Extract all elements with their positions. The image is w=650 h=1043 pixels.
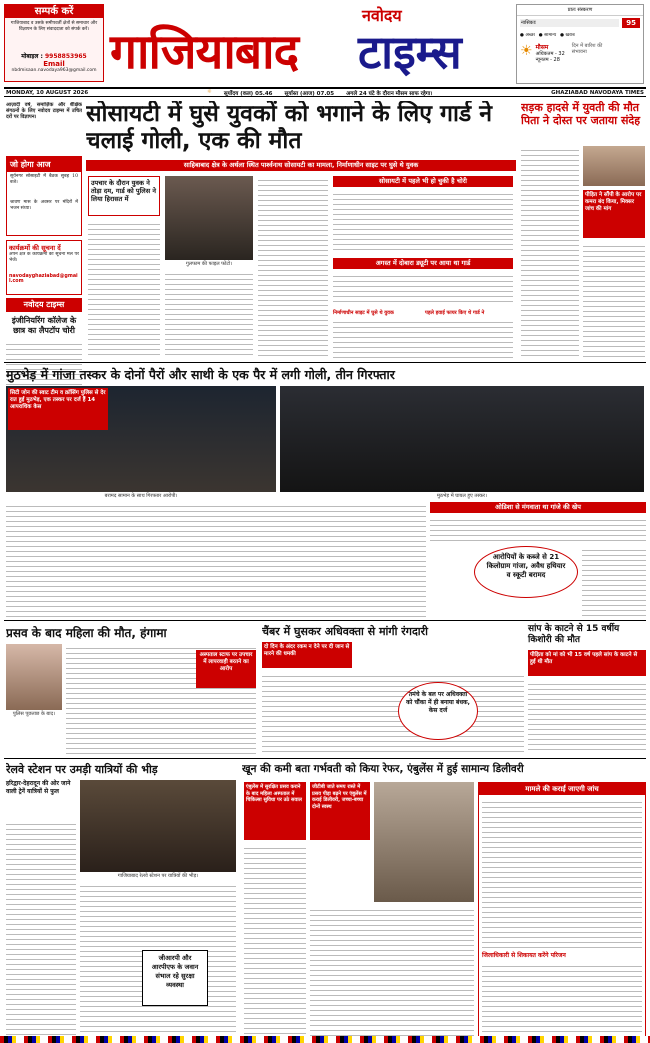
lead-headline: सोसायटी में घुसे युवकों को भगाने के लिए गार्ड ने चलाई गोली, एक की मौत: [86, 101, 492, 154]
today-title: जो होगा आज: [7, 157, 81, 172]
weather-label: मौसम: [535, 44, 549, 51]
encounter-seized: आरोपियों के कब्जे से 21 किलोग्राम गांजा, अवैध हथियार व स्कूटी बरामद: [474, 546, 578, 598]
delivery-inset: एंबुलेंस में सुरक्षित प्रसव कराने के बाद महिला अस्पताल में चिकित्सा सुविधा पर उठे सवाल: [244, 782, 306, 840]
promo-box: [4, 4, 104, 82]
lawyer-body: [262, 672, 524, 754]
encounter-headline: मुठभेड़ में गांजा तस्कर के दोनों पैरों और साथी के एक पैर में लगी गोली, तीन गिरफ्तार: [6, 367, 395, 382]
mobile-label: मोबाइल :: [21, 53, 43, 60]
encounter-caption-left: बरामद सामान के साथ गिरफ्तार आरोपी।: [104, 493, 178, 499]
snake-sub: पीड़िता को मां को भी 15 वर्ष पहले सांप के काटने से हुई थी मौत: [528, 650, 646, 676]
lead-strip1-body: [333, 190, 513, 254]
sun-icon: ☼: [206, 88, 212, 95]
weather-icon: ☀: [520, 43, 533, 59]
weather-max: अधिकतम - 32: [535, 51, 565, 57]
email-label: Email: [43, 60, 65, 68]
title-small: नवोदय: [362, 6, 402, 25]
badge-label: नासिकाः: [520, 19, 619, 27]
today-box: [6, 156, 82, 236]
badge-value: 95: [622, 18, 640, 28]
encounter-inset: सिटी जोन की स्वाट टीम व क्रॉसिंग पुलिस से देर रात हुई मुठभेड़, एक तस्कर पर दर्ज हैं 14 आपराधिक केस: [8, 388, 108, 430]
lead-strip1: सोसायटी में पहले भी हो चुकी है चोरी: [333, 176, 513, 187]
delivery-body-2: [310, 906, 474, 1038]
brand: GHAZIABAD NAVODAYA TIMES: [551, 89, 644, 96]
maternal-callout: अस्पताल स्टाफ पर उपचार में लापरवाही बरतने का आरोप: [196, 650, 256, 688]
right-callout: पीड़ित ने सौंपी के आरोप पर कमरा बंद किया, मिक्सर जांच की मांग: [583, 190, 645, 238]
lawyer-sub: दो दिन के अंदर रकम न देने पर दी जान से मारने की धमकी: [262, 642, 352, 668]
left-story-headline: इंजीनियरिंग कॉलेज के छात्र का लैपटॉप चोरी: [11, 316, 77, 335]
right-body-2: [583, 242, 645, 358]
railway-body: [6, 820, 76, 1038]
promo-title: सम्पर्क करें: [5, 5, 103, 18]
date: MONDAY, 10 AUGUST 2026: [6, 89, 89, 96]
encounter-body-3: [582, 546, 646, 617]
sunset: सूर्यास्त (आज) 07.05: [284, 90, 335, 97]
left-ad-text: आज़ादी वर्ष, समाज़िक और शैक्षिक संगठनों के लिए नवोदय टाइम्स में उचित दरों पर विज्ञापन।: [6, 102, 82, 120]
delivery-photo: [374, 782, 474, 902]
inquiry-box: [478, 782, 646, 1038]
encounter-photo-right: [280, 386, 644, 492]
railway-caption: गाजियाबाद रेलवे स्टेशन पर यात्रियों की भीड़।: [117, 873, 199, 879]
gr-box: जीआरपी और आरपीएफ के जवान संभाल रहे सुरक्षा व्यवस्था: [142, 950, 208, 1006]
inquiry-body-2: [482, 962, 642, 1032]
edition-panel: [516, 4, 644, 84]
inquiry-sub: जिलाधिकारी से शिकायत करेंगे परिजन: [482, 952, 566, 959]
lead-subhead: साहिबाबाद क्षेत्र के अर्थला स्थित पार्श्वनाथ सोसायटी का मामला, निर्माणाधीन साइट पर घुसे थे युवक: [86, 160, 516, 171]
mobile-number: 9958853965: [44, 53, 87, 60]
encounter-caption-right: मुठभेड़ में घायल हुए तस्कर।: [437, 493, 487, 499]
title-paper: टाइम्स: [358, 25, 462, 79]
radio-icon: ● खराब: [560, 33, 575, 38]
railway-photo: [80, 780, 236, 872]
lead-quote-body: [333, 318, 513, 358]
divider: [4, 620, 646, 621]
lawyer-headline: चैंबर में घुसकर अधिवक्ता से मांगी रंगदारी: [262, 625, 428, 638]
delivery-inset2: जीटीबी जाते समय रास्ते में प्रसव पीड़ा बढ़ने पर एंबुलेंस में कराई डिलीवरी, जच्चा-बच्चा दोनों स्वस्थ: [310, 782, 370, 840]
encounter-body-1: [6, 502, 426, 617]
promo-text: गाजियाबाद व उसके समीपवर्ती क्षेत्रों से समाचार और विज्ञापन के लिए संवाददाता को संपर्क करें।: [10, 21, 98, 32]
inquiry-body: [482, 798, 642, 948]
lead-body-1: [88, 220, 160, 358]
right-headline: सड़क हादसे में युवती की मौत पिता ने दोस्त पर जताया संदेह: [521, 101, 641, 127]
divider: [4, 758, 646, 759]
radio-icon: ● अच्छा: [520, 33, 535, 38]
maternal-headline: प्रसव के बाद महिला की मौत, हंगामा: [6, 626, 167, 640]
maternal-photo: [6, 644, 62, 710]
lead-body-2: [165, 270, 253, 358]
lawyer-bubble: तमंचे के बल पर अधिवक्ता को चौंका में ही बनाया बंधक, केस दर्ज: [398, 682, 478, 740]
encounter-body-2: [430, 516, 646, 542]
right-body-1: [521, 146, 579, 358]
notice-email[interactable]: navodayghaziabad@gmail.com: [9, 274, 78, 284]
lead-box1: उपचार के दौरान युवक ने तोड़ा दम, गार्ड को पुलिस ने लिया हिरासत में: [88, 176, 160, 216]
lead-photo: [165, 176, 253, 260]
lead-strip2: अगस्त में दोबारा ड्यूटी पर आया था गार्ड: [333, 258, 513, 269]
sunrise: सूर्योदय (कल) 05.46: [223, 90, 273, 97]
delivery-headline: खून की कमी बता गर्भवती को किया रेफर, एंबुलेंस में हुई सामान्य डिलीवरी: [242, 763, 524, 775]
delivery-body-1: [244, 844, 306, 1038]
masthead-title: [108, 2, 508, 86]
lead-quote1: निर्माणाधीन साइट में घुसे थे युवक: [333, 310, 394, 316]
radio-icon: ● सामान्य: [538, 33, 557, 38]
title-city: गाजियाबाद: [110, 24, 299, 80]
edition-label: प्रातः संस्करण: [517, 5, 643, 16]
snake-headline: सांप के काटने से 15 वर्षीय किशोरी की मौत: [528, 624, 620, 645]
lead-strip2-body: [333, 272, 513, 306]
divider: [4, 362, 646, 363]
railway-headline: रेलवे स्टेशन पर उमड़ी यात्रियों की भीड़: [6, 763, 158, 776]
railway-sub: हरिद्वार-देहरादून की ओर जाने वाली ट्रेनें यात्रियों से फुल: [6, 780, 71, 795]
today-item: सूर्यनगर सोसाइटी में बैठक सुबह 10 बजे।: [10, 174, 78, 185]
tagline: अगले 24 घंटे के दौरान मौसम साफ रहेगा।: [346, 90, 433, 97]
weather-note: दिन में बारिश की संभावना: [571, 43, 603, 55]
inquiry-title: मामले की कराई जाएगी जांच: [479, 783, 645, 795]
notice-box: [6, 240, 82, 295]
right-photo: [583, 146, 645, 186]
left-logo: नवोदय टाइम्स: [6, 298, 82, 312]
registration-mark-icon: [0, 1036, 650, 1043]
email-address[interactable]: nbdmisaan.navodaya963@gmail.com: [11, 68, 97, 73]
maternal-photo-caption: पुलिस पूछताछ के बाद।: [12, 711, 56, 717]
snake-body: [528, 680, 646, 754]
weather-min: न्यूनतम - 28: [535, 57, 560, 63]
lead-photo-caption: गुलफाम की फाइल फोटो।: [185, 261, 233, 267]
notice-title: कार्यक्रमों की सूचना दें: [9, 244, 61, 252]
lead-quote2: पहले हवाई फायर किए थे गार्ड ने: [425, 310, 485, 316]
lead-body-3: [258, 176, 328, 358]
dateline: [4, 87, 646, 97]
today-item: श्रावण मास के अवसर पर मंदिरों में भजन संध्या।: [10, 200, 78, 211]
encounter-odisha-title: ओडिशा से मंगवाता था गांजे की खेप: [430, 502, 646, 513]
notice-text: अपने क्षेत्र के कार्यक्रमों की सूचना मेल पर भेजें।: [9, 252, 79, 263]
